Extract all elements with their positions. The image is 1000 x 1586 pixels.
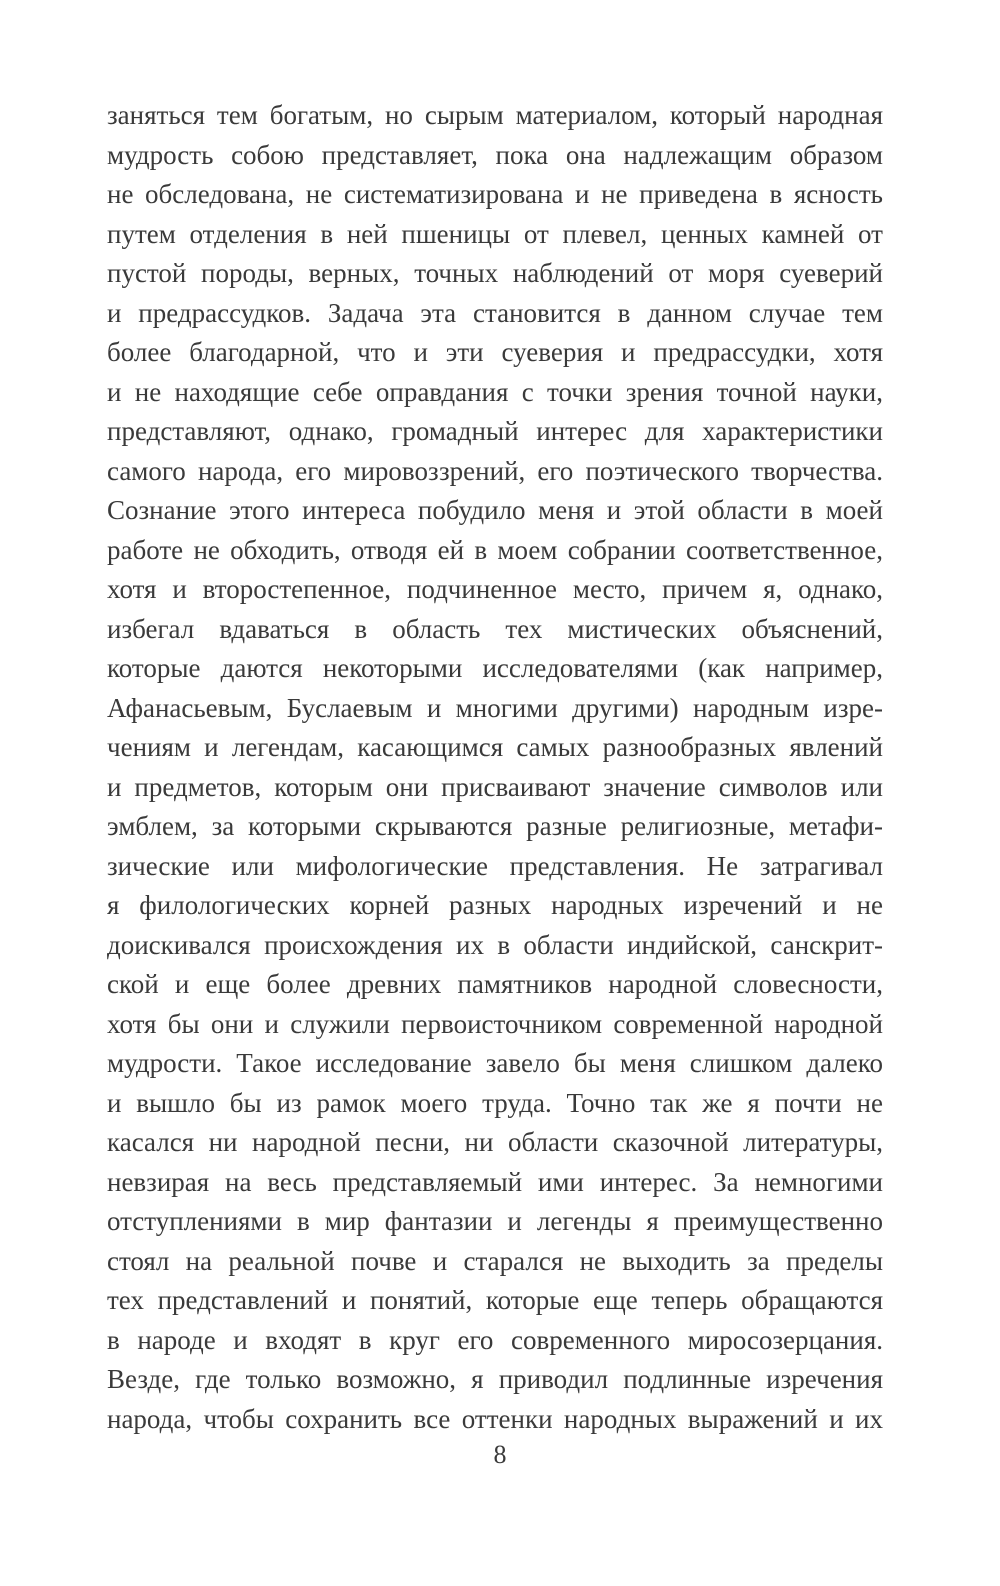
text-line: не обследована, не систематизирована и не приведена в ясность [107, 179, 883, 209]
text-line: более благодарной, что и эти суеверия и предрассудки, хотя [107, 337, 883, 367]
text-line: избегал вдаваться в область тех мистических объяснений, [107, 613, 883, 644]
text-line: которые даются некоторыми исследователями (как например, [107, 653, 883, 683]
text-line: народа, чтобы сохранить все оттенки народных выражений и их [107, 1403, 883, 1434]
text-line: тех представлений и понятий, которые еще теперь обращаются [107, 1285, 883, 1315]
text-line: стоял на реальной почве и старался не выходить за пределы [107, 1245, 883, 1276]
text-line: самого народа, его мировоззрений, его поэтического творчества. [107, 455, 883, 486]
text-line: представляют, однако, громадный интерес для характеристики [107, 416, 883, 446]
text-line: путем отделения в ней пшеницы от плевел, ценных камней от [107, 218, 883, 249]
text-line: Везде, где только возможно, я приводил подлинные изречения [107, 1364, 883, 1394]
text-line: и вышло бы из рамок моего труда. Точно так же я почти не [107, 1087, 883, 1118]
text-line: чениям и легендам, касающимся самых разнообразных явлений [107, 732, 883, 762]
text-line: зические или мифологические представления. Не затрагивал [107, 850, 883, 881]
text-line: доискивался происхождения их в области индийской, санскрит- [107, 929, 883, 960]
body-text [107, 96, 883, 1439]
text-line: и предметов, которым они присваивают значение символов или [107, 771, 883, 802]
text-line: я филологических корней разных народных изречений и не [107, 890, 883, 920]
text-line: ской и еще более древних памятников народной словесности, [107, 969, 883, 999]
text-line: хотя бы они и служили первоисточником современной народной [107, 1008, 883, 1039]
text-line: заняться тем богатым, но сырым материалом, который народная [107, 100, 883, 130]
page-number: 8 [493, 1440, 507, 1469]
text-line: Афанасьевым, Буслаевым и многими другими) народным изре- [107, 692, 883, 723]
text-line: и не находящие себе оправдания с точки зрения точной науки, [107, 376, 883, 407]
text-line: касался ни народной песни, ни области сказочной литературы, [107, 1127, 883, 1157]
text-line: пустой породы, верных, точных наблюдений от моря суеверий [107, 258, 883, 288]
text-line: мудрости. Такое исследование завело бы меня слишком далеко [107, 1048, 883, 1078]
text-line: работе не обходить, отводя ей в моем собрании соответственное, [107, 534, 883, 565]
text-line: Сознание этого интереса побудило меня и этой области в моей [107, 495, 883, 525]
text-line: в народе и входят в круг его современного миросозерцания. [107, 1324, 883, 1355]
text-line: отступлениями в мир фантазии и легенды я преимущественно [107, 1206, 883, 1236]
text-line: невзирая на весь представляемый ими интерес. За немногими [107, 1166, 883, 1197]
text-line: хотя и второстепенное, подчиненное место, причем я, однако, [107, 574, 883, 604]
text-line: и предрассудков. Задача эта становится в данном случае тем [107, 297, 883, 328]
text-line: мудрость собою представляет, пока она надлежащим образом [107, 139, 883, 170]
text-line: эмблем, за которыми скрываются разные религиозные, метафи- [107, 811, 883, 841]
